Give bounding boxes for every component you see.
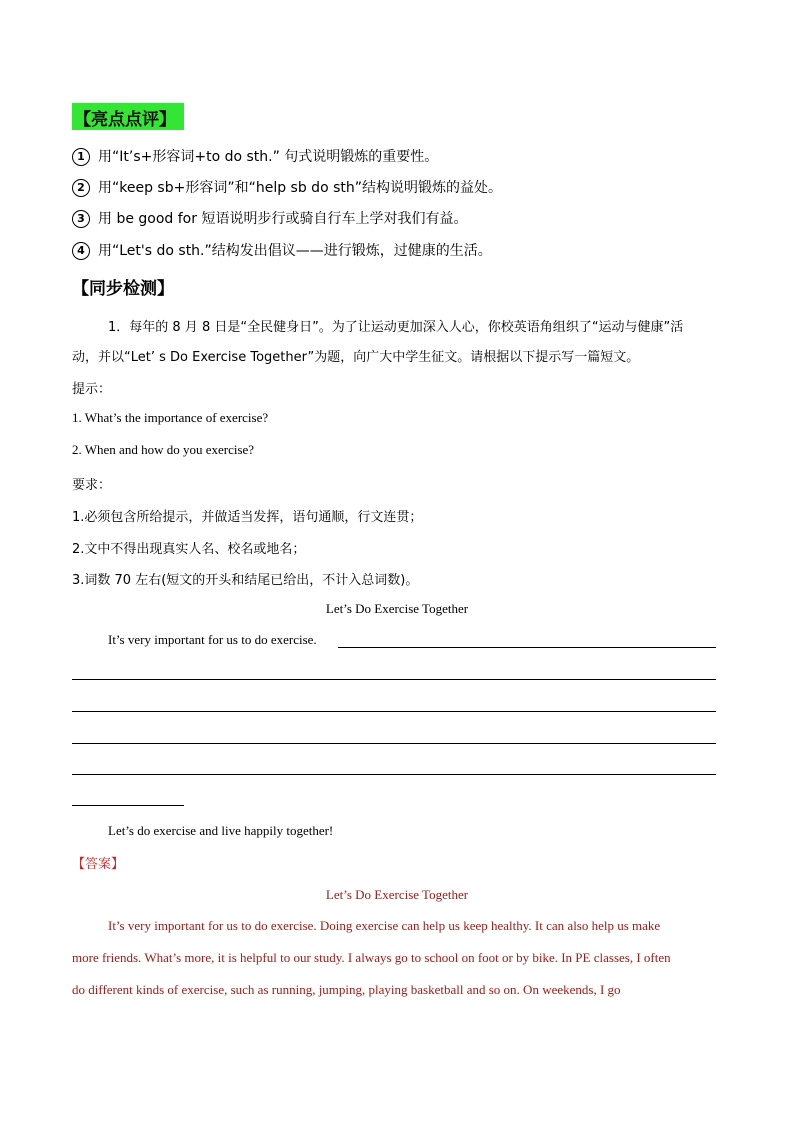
task-line-2: 动，并以“Let’ s Do Exercise Together”为题，向广大中学生征文。请根据以下提示写一篇短文。: [72, 350, 640, 365]
writing-line[interactable]: [338, 647, 716, 648]
answer-line-2: more friends. What’s more, it is helpful to our study. I always go to school on foot or by bike. In PE classes, I often: [72, 950, 671, 965]
point-text: 用“keep sb+形容词”和“help sb do sth”结构说明锻炼的益处。: [98, 180, 502, 196]
point-text: 用“It’s+形容词+to do sth.” 句式说明锻炼的重要性。: [98, 149, 439, 165]
answer-line-1: It’s very important for us to do exercise. Doing exercise can help us keep healthy. It can also help us make: [108, 918, 661, 933]
highlight-point-2: [72, 177, 502, 197]
essay-closing: Let’s do exercise and live happily together!: [108, 823, 334, 838]
writing-line[interactable]: [72, 805, 184, 806]
hint-item-2: 2. When and how do you exercise?: [72, 442, 255, 457]
answer-line-3: do different kinds of exercise, such as running, jumping, playing basketball and so on. On weekends, I go: [72, 982, 621, 997]
requirement-item-2: 2.文中不得出现真实人名、校名或地名；: [72, 542, 306, 557]
requirement-item-1: 1.必须包含所给提示，并做适当发挥，语句通顺，行文连贯；: [72, 510, 423, 525]
hint-label: 提示：: [72, 382, 112, 397]
circled-number-icon: 4: [72, 242, 90, 260]
essay-opening: It’s very important for us to do exercise.: [108, 632, 317, 647]
requirement-label: 要求：: [72, 478, 112, 493]
essay-title: Let’s Do Exercise Together: [325, 601, 469, 616]
highlight-title: 【亮点点评】: [74, 110, 176, 130]
writing-line[interactable]: [72, 743, 716, 744]
requirement-item-3: 3.词数 70 左右(短文的开头和结尾已给出，不计入总词数)。: [72, 573, 419, 588]
circled-number-icon: 1: [72, 148, 90, 166]
writing-line[interactable]: [72, 774, 716, 775]
writing-line[interactable]: [72, 679, 716, 680]
highlight-point-4: [72, 240, 492, 260]
answer-title: Let’s Do Exercise Together: [325, 887, 469, 902]
highlight-point-1: [72, 146, 438, 166]
sync-test-title: 【同步检测】: [72, 279, 174, 299]
hint-item-1: 1. What’s the importance of exercise?: [72, 410, 269, 425]
circled-number-icon: 3: [72, 210, 90, 228]
point-text: 用 be good for 短语说明步行或骑自行车上学对我们有益。: [98, 211, 468, 227]
writing-line[interactable]: [72, 711, 716, 712]
point-text: 用“Let's do sth.”结构发出倡议——进行锻炼，过健康的生活。: [98, 243, 492, 259]
task-line-1: 1．每年的 8 月 8 日是“全民健身日”。为了让运动更加深入人心，你校英语角组织了“运动与健康”活: [108, 320, 684, 335]
circled-number-icon: 2: [72, 179, 90, 197]
answer-label: 【答案】: [72, 857, 125, 872]
highlight-point-3: [72, 208, 467, 228]
